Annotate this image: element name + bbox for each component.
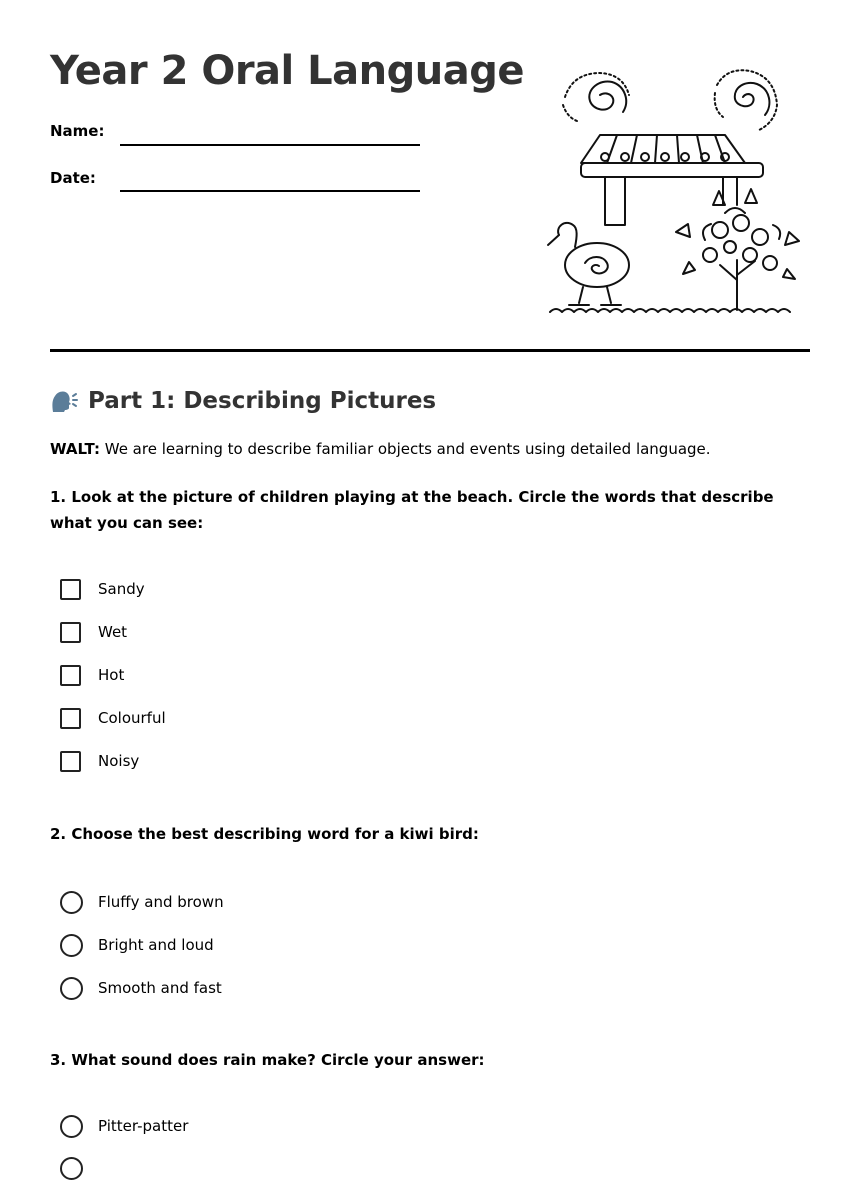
radio-button[interactable] <box>60 1115 83 1138</box>
walt-label: WALT: <box>50 440 100 458</box>
radio-button[interactable] <box>60 891 83 914</box>
question-2-prompt: 2. Choose the best describing word for a kiwi bird: <box>50 825 479 843</box>
section-divider <box>50 349 810 352</box>
question-1-prompt: 1. Look at the picture of children playing at the beach. Circle the words that describe what you can see: <box>50 488 774 532</box>
page-title: Year 2 Oral Language <box>50 48 525 94</box>
question-3-prompt: 3. What sound does rain make? Circle your answer: <box>50 1051 485 1069</box>
name-label: Name: <box>50 122 105 140</box>
checkbox[interactable] <box>60 622 81 643</box>
part-1-heading-text: Part 1: Describing Pictures <box>88 388 437 414</box>
koru-spiral-right-icon <box>715 70 777 131</box>
wharenui-roof-icon <box>581 135 763 225</box>
q1-option-sandy[interactable] <box>60 576 145 602</box>
ground-waves <box>550 309 790 312</box>
q2-option-fluffy[interactable] <box>60 889 224 915</box>
option-label: Colourful <box>98 709 166 727</box>
q2-option-bright[interactable] <box>60 932 214 958</box>
q1-option-wet[interactable] <box>60 619 127 645</box>
radio-button[interactable] <box>60 977 83 1000</box>
option-label: Noisy <box>98 752 140 770</box>
option-label: Pitter-patter <box>98 1117 189 1135</box>
option-label: Bright and loud <box>98 936 214 954</box>
flowering-tree-icon <box>676 189 799 310</box>
q1-option-noisy[interactable] <box>60 748 139 774</box>
speaking-head-icon <box>50 388 78 414</box>
option-label: Smooth and fast <box>98 979 222 997</box>
walt-text: We are learning to describe familiar objects and events using detailed language. <box>99 440 711 458</box>
option-label: Fluffy and brown <box>98 893 224 911</box>
checkbox[interactable] <box>60 751 81 772</box>
q1-option-hot[interactable] <box>60 662 124 688</box>
radio-button[interactable] <box>60 934 83 957</box>
option-label: Sandy <box>98 580 145 598</box>
part-1-heading <box>50 388 436 414</box>
q3-option-next[interactable] <box>60 1155 98 1181</box>
option-label: Wet <box>98 623 128 641</box>
date-label: Date: <box>50 169 96 187</box>
q3-option-pitter-patter[interactable] <box>60 1113 188 1139</box>
checkbox[interactable] <box>60 579 81 600</box>
walt-statement <box>50 440 711 458</box>
radio-button[interactable] <box>60 1157 83 1180</box>
q1-option-colourful[interactable] <box>60 705 166 731</box>
checkbox[interactable] <box>60 708 81 729</box>
wharenui-kiwi-tree-illustration <box>545 65 800 320</box>
name-line[interactable] <box>120 144 420 146</box>
q2-option-smooth[interactable] <box>60 975 222 1001</box>
koru-spiral-left-icon <box>563 73 629 121</box>
date-line[interactable] <box>120 190 420 192</box>
kiwi-bird-icon <box>548 223 629 305</box>
option-label: Hot <box>98 666 125 684</box>
checkbox[interactable] <box>60 665 81 686</box>
